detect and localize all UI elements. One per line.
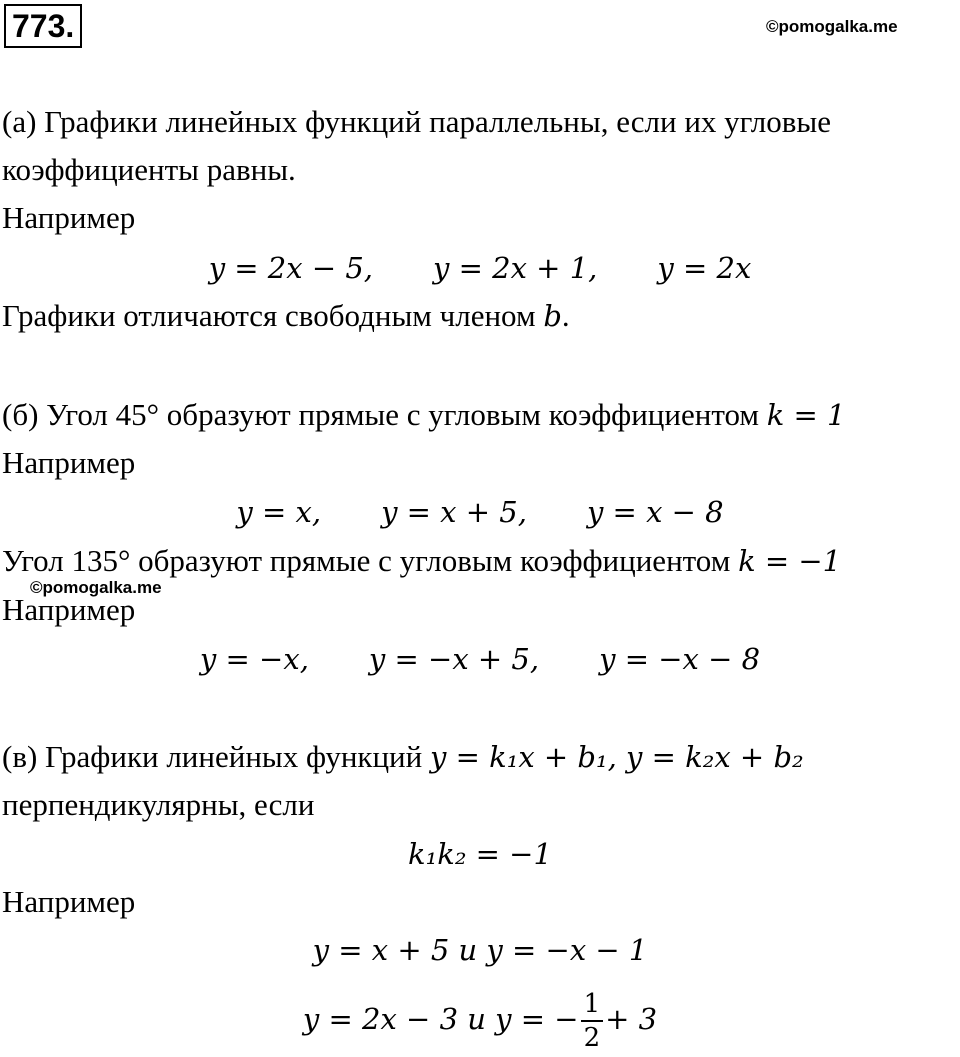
part-b-example-label2: Например: [2, 592, 136, 627]
part-b-line1: [2, 395, 846, 435]
part-c-condition-text: k₁k₂ = −1: [408, 837, 552, 871]
part-c-example2: [0, 988, 960, 1054]
part-b-eq3: y = x − 8: [586, 495, 724, 529]
part-a-conclusion-text: Графики отличаются свободным членом: [2, 298, 536, 333]
fraction: [581, 988, 604, 1054]
part-c-example-label: Например: [2, 884, 136, 919]
fraction-numerator: 1: [581, 988, 604, 1022]
part-b-equations1: [0, 492, 960, 532]
fraction-denominator: 2: [583, 1023, 601, 1053]
part-a-line1: (а) Графики линейных функций параллельны, если их угловые: [2, 104, 831, 139]
part-c-example1: [0, 930, 960, 970]
part-a-example-label: Например: [2, 200, 136, 235]
part-c-ex2-left: y = 2x − 3 и y = −: [302, 1002, 579, 1036]
problem-number: 773.: [4, 4, 82, 48]
part-b-eq6: y = −x − 8: [599, 642, 761, 676]
part-b-equations2: [0, 639, 960, 679]
part-c-line2: перпендикулярны, если: [2, 787, 315, 822]
part-b-line1-text: (б) Угол 45° образуют прямые с угловым коэффициентом: [2, 397, 759, 432]
part-c-ex1: y = x + 5 и y = −x − 1: [312, 933, 648, 967]
part-a-eq2: y = 2x + 1,: [433, 251, 598, 285]
part-c-line1: [2, 737, 804, 777]
part-b-line2: [2, 541, 841, 581]
part-a-conclusion-var: b: [543, 299, 562, 333]
watermark-top: ©pomogalka.me: [766, 17, 898, 36]
part-a-equations: [0, 248, 960, 288]
part-c-line1-math: y = k₁x + b₁, y = k₂x + b₂: [430, 740, 804, 774]
part-c-line1-text: (в) Графики линейных функций: [2, 739, 423, 774]
part-c-ex2-right: + 3: [605, 1002, 658, 1036]
part-b-eq4: y = −x,: [199, 642, 309, 676]
part-a-line2: коэффициенты равны.: [2, 152, 296, 187]
part-a-eq1: y = 2x − 5,: [208, 251, 374, 285]
part-b-line1-math: k = 1: [766, 398, 846, 432]
part-b-eq2: y = x + 5,: [381, 495, 527, 529]
part-b-example-label1: Например: [2, 445, 136, 480]
part-b-eq1: y = x,: [236, 495, 322, 529]
part-a-conclusion: [2, 296, 570, 336]
part-a-conclusion-end: .: [561, 298, 570, 333]
part-a-eq3: y = 2x: [657, 251, 752, 285]
part-c-condition: [0, 834, 960, 874]
part-b-line2-text: Угол 135° образуют прямые с угловым коэффициентом: [2, 543, 731, 578]
watermark-inline: ©pomogalka.me: [30, 578, 162, 597]
part-b-line2-math: k = −1: [738, 544, 842, 578]
part-b-eq5: y = −x + 5,: [368, 642, 540, 676]
